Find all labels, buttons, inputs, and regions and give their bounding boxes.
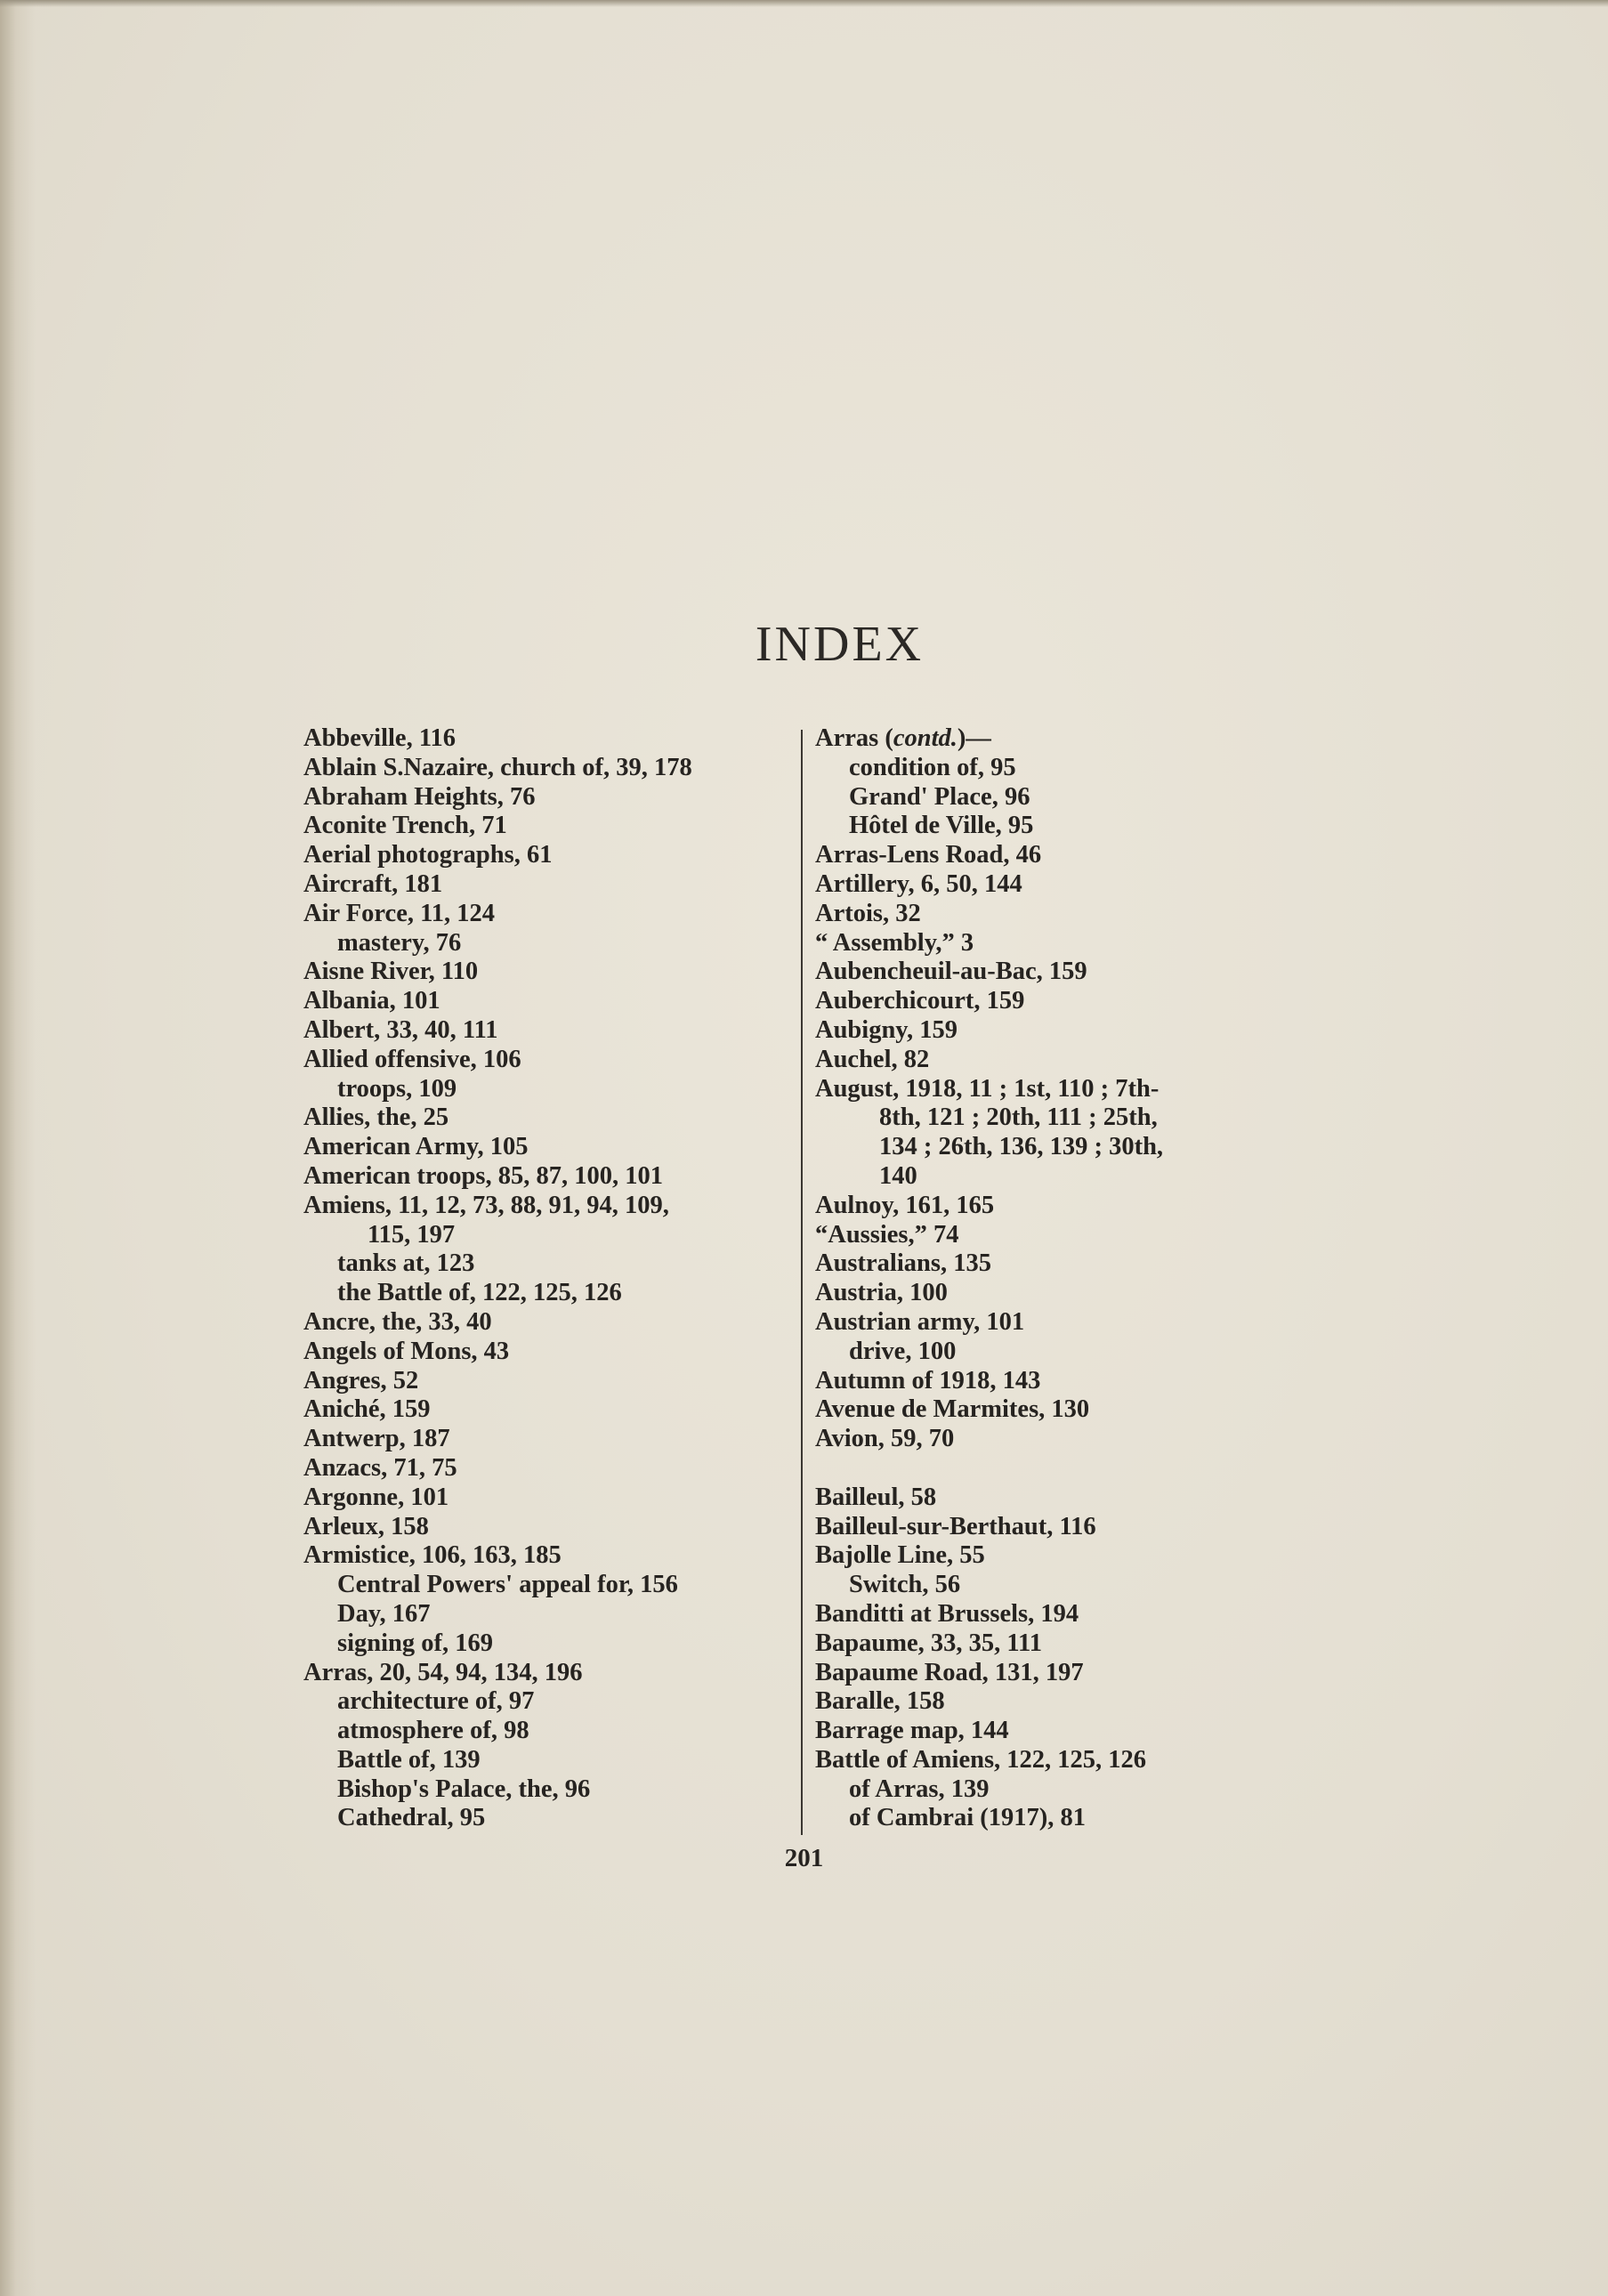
index-entry: American Army, 105 — [303, 1133, 529, 1161]
index-entry: Aubigny, 159 — [815, 1015, 958, 1044]
index-subentry: troops, 109 — [337, 1074, 457, 1103]
index-entry: Allies, the, 25 — [303, 1104, 449, 1132]
index-subentry: atmosphere of, 98 — [337, 1717, 529, 1745]
index-subentry: Central Powers' appeal for, 156 — [337, 1571, 678, 1599]
index-subentry: Cathedral, 95 — [337, 1804, 486, 1832]
index-entry: Ablain S.Nazaire, church of, 39, 178 — [303, 753, 692, 781]
contd-italic: contd. — [893, 724, 958, 752]
page-number — [0, 1844, 1608, 1873]
index-entry: Ancre, the, 33, 40 — [303, 1307, 492, 1336]
page-title: INDEX — [755, 617, 925, 672]
index-entry: Auberchicourt, 159 — [815, 987, 1025, 1015]
index-entry: Abbeville, 116 — [303, 724, 457, 752]
index-subentry: condition of, 95 — [849, 753, 1016, 781]
index-entry: Austria, 100 — [815, 1279, 948, 1307]
index-entry: Bailleul, 58 — [815, 1483, 937, 1511]
index-entry: Bajolle Line, 55 — [815, 1541, 985, 1570]
index-entry: Armistice, 106, 163, 185 — [303, 1541, 562, 1570]
index-section-gap — [815, 1454, 1313, 1484]
index-entry: Barrage map, 144 — [815, 1717, 1009, 1745]
index-subentry: of Cambrai (1917), 81 — [849, 1804, 1086, 1832]
index-subentry: Grand' Place, 96 — [849, 782, 1030, 811]
index-entry: American troops, 85, 87, 100, 101 — [303, 1161, 663, 1190]
index-subentry: Switch, 56 — [849, 1571, 961, 1599]
index-entry: Arras, 20, 54, 94, 134, 196 — [303, 1658, 583, 1686]
index-entry: Argonne, 101 — [303, 1483, 449, 1511]
index-column-left — [303, 724, 788, 1833]
index-entry: Autumn of 1918, 143 — [815, 1366, 1041, 1395]
column-divider — [801, 730, 803, 1835]
index-entry: August, 1918, 11 ; 1st, 110 ; 7th- — [815, 1074, 1160, 1103]
index-entry: Arras-Lens Road, 46 — [815, 841, 1042, 869]
index-entry: Battle of Amiens, 122, 125, 126 — [815, 1745, 1147, 1774]
index-entry: Avenue de Marmites, 130 — [815, 1395, 1090, 1424]
index-entry: Bapaume, 33, 35, 111 — [815, 1629, 1042, 1657]
index-entry: Angres, 52 — [303, 1366, 419, 1395]
index-entry: Artillery, 6, 50, 144 — [815, 869, 1022, 898]
index-entry: Austrian army, 101 — [815, 1307, 1025, 1336]
index-entry-continuation: 134 ; 26th, 136, 139 ; 30th, — [879, 1133, 1164, 1161]
spine-shadow — [0, 0, 36, 2296]
index-entry: Air Force, 11, 124 — [303, 899, 496, 927]
index-entry: Auchel, 82 — [815, 1045, 930, 1073]
index-entry: Bapaume Road, 131, 197 — [815, 1658, 1084, 1686]
index-entry: Australians, 135 — [815, 1249, 991, 1278]
index-entry: Allied offensive, 106 — [303, 1045, 521, 1073]
index-subentry: drive, 100 — [849, 1337, 957, 1365]
index-entry: Aircraft, 181 — [303, 869, 443, 898]
index-entry: Anzacs, 71, 75 — [303, 1453, 457, 1482]
index-entry: Avion, 59, 70 — [815, 1425, 955, 1453]
index-entry-continuation: 115, 197 — [368, 1220, 456, 1249]
index-subentry: mastery, 76 — [337, 928, 462, 957]
index-entry: Banditti at Brussels, 194 — [815, 1599, 1079, 1628]
index-entry: Amiens, 11, 12, 73, 88, 91, 94, 109, — [303, 1191, 669, 1219]
index-entry: Albert, 33, 40, 111 — [303, 1015, 498, 1044]
index-entry: Antwerp, 187 — [303, 1425, 450, 1453]
index-entry: Baralle, 158 — [815, 1687, 945, 1716]
index-entry: Bailleul-sur-Berthaut, 116 — [815, 1512, 1096, 1540]
index-entry: Aulnoy, 161, 165 — [815, 1191, 995, 1219]
index-entry: Arleux, 158 — [303, 1512, 429, 1540]
page-number-text: 201 — [784, 1844, 824, 1872]
index-subentry: Day, 167 — [337, 1599, 431, 1628]
index-entry: Abraham Heights, 76 — [303, 782, 536, 811]
index-subentry: Battle of, 139 — [337, 1745, 481, 1774]
index-entry: Aconite Trench, 71 — [303, 812, 507, 840]
index-subentry: Hôtel de Ville, 95 — [849, 812, 1034, 840]
index-subentry: architecture of, 97 — [337, 1687, 535, 1716]
index-entry: Aisne River, 110 — [303, 958, 479, 986]
index-subentry: the Battle of, 122, 125, 126 — [337, 1279, 622, 1307]
index-subentry: Bishop's Palace, the, 96 — [337, 1775, 591, 1803]
index-entry: Aniché, 159 — [303, 1395, 431, 1424]
index-entry-continuation: 8th, 121 ; 20th, 111 ; 25th, — [879, 1104, 1158, 1132]
page-top-edge — [0, 0, 1608, 7]
index-entry: Angels of Mons, 43 — [303, 1337, 510, 1365]
index-column-right — [815, 724, 1313, 1833]
index-entry-continuation: 140 — [879, 1161, 917, 1190]
index-entry: “ Assembly,” 3 — [815, 928, 974, 957]
index-entry: Aubencheuil-au-Bac, 159 — [815, 958, 1087, 986]
index-subentry: signing of, 169 — [337, 1629, 493, 1657]
index-entry: Arras (contd.)— — [815, 724, 991, 752]
index-entry: Aerial photographs, 61 — [303, 841, 553, 869]
index-subentry: tanks at, 123 — [337, 1249, 475, 1278]
index-entry: Albania, 101 — [303, 987, 440, 1015]
index-entry: “Aussies,” 74 — [815, 1220, 959, 1249]
index-subentry: of Arras, 139 — [849, 1775, 990, 1803]
index-entry: Artois, 32 — [815, 899, 921, 927]
